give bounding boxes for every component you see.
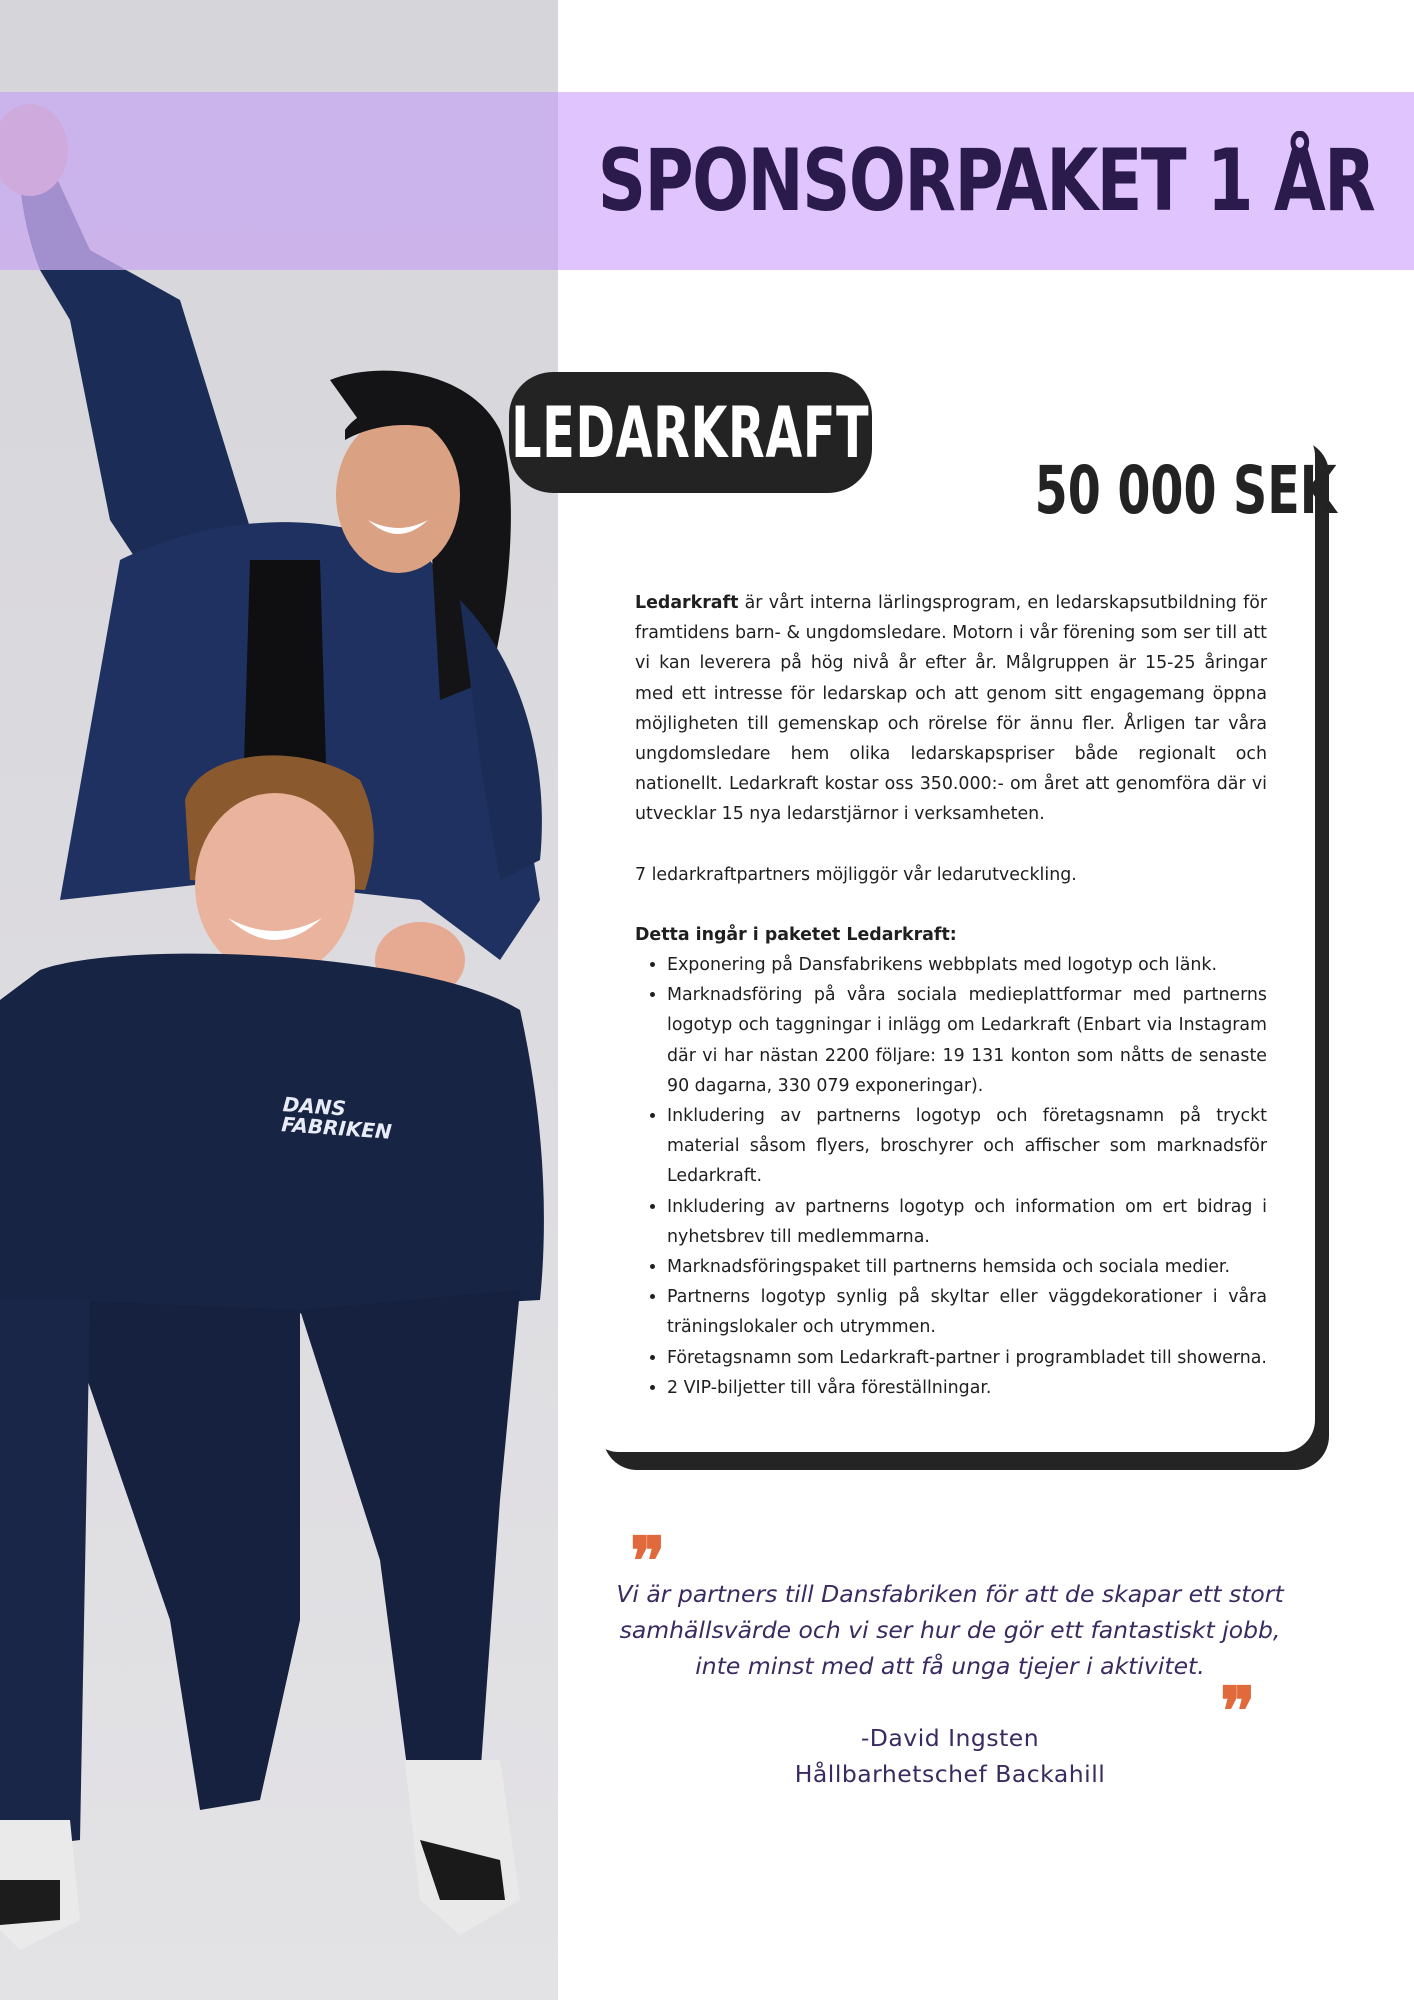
list-item: • Företagsnamn som Ledarkraft-partner i programbladet till showerna.	[667, 1343, 1267, 1373]
partners-line: 7 ledarkraftpartners möjliggör vår ledarutveckling.	[635, 864, 1077, 885]
header-band-left	[0, 92, 558, 270]
list-item: • Exponering på Dansfabrikens webbplats med logotyp och länk.	[667, 950, 1267, 980]
shirt-print: DANS FABRIKEN	[280, 1092, 393, 1144]
package-description	[635, 588, 1267, 1403]
list-item: • Inkludering av partnerns logotyp och information om ert bidrag i nyhetsbrev till medlemmarna.	[667, 1192, 1267, 1252]
quote-open-icon: ❞	[630, 1522, 666, 1600]
list-item: • Marknadsföringspaket till partnerns hemsida och sociala medier.	[667, 1252, 1267, 1282]
benefits-list	[635, 950, 1267, 1403]
list-item: • Partnerns logotyp synlig på skyltar eller väggdekorationer i våra träningslokaler och utrymmen.	[667, 1282, 1267, 1342]
testimonial-quote: Vi är partners till Dansfabriken för att de skapar ett stort samhällsvärde och vi ser hur de gör ett fantastiskt jobb, inte minst med att få unga tjejer i aktivitet.	[616, 1580, 1284, 1680]
list-item: • 2 VIP-biljetter till våra föreställningar.	[667, 1373, 1267, 1403]
intro-text: är vårt interna lärlingsprogram, en ledarskapsutbildning för framtidens barn- & ungdomsledare. Motorn i vår förening som ser till att vi kan leverera på hög nivå år efter år. Målgruppen är 15-25 åringar med ett intresse för ledarskap och att genom sitt engagemang öppna möjligheten till gemenskap och rörelse för ännu fler. Årligen tar våra ungdomsledare hem olika ledarskapspriser både regionalt och nationellt. Ledarkraft kostar oss 350.000:- om året att genomföra där vi utvecklar 15 nya ledarstjärnor i verksamheten.	[635, 593, 1267, 825]
list-item: • Marknadsföring på våra sociala medieplattformar med partnerns logotyp och taggningar i inlägg om Ledarkraft (Enbart via Instagram där vi har nästan 2200 följare: 19 131 konton som nåtts de senaste 90 dagarna, 330 079 exponeringar).	[667, 980, 1267, 1101]
quote-author	[610, 1720, 1290, 1792]
page-title: SPONSORPAKET 1 ÅR	[597, 131, 1375, 231]
package-price: 50 000 SEK	[1034, 452, 1337, 529]
author-role: Hållbarhetschef Backahill	[794, 1760, 1106, 1788]
list-heading: Detta ingår i paketet Ledarkraft:	[635, 924, 957, 945]
intro-paragraph	[635, 588, 1267, 830]
package-badge-label: LEDARKRAFT	[511, 391, 870, 474]
hero-photo	[0, 0, 558, 2000]
package-badge	[509, 372, 872, 493]
quote-close-icon: ❞	[1220, 1672, 1256, 1750]
list-item: • Inkludering av partnerns logotyp och företagsnamn på tryckt material såsom flyers, broschyrer och affischer som marknadsför Ledarkraft.	[667, 1101, 1267, 1192]
intro-bold: Ledarkraft	[635, 593, 739, 613]
dancers-illustration	[0, 0, 558, 2000]
author-name: -David Ingsten	[860, 1724, 1040, 1752]
